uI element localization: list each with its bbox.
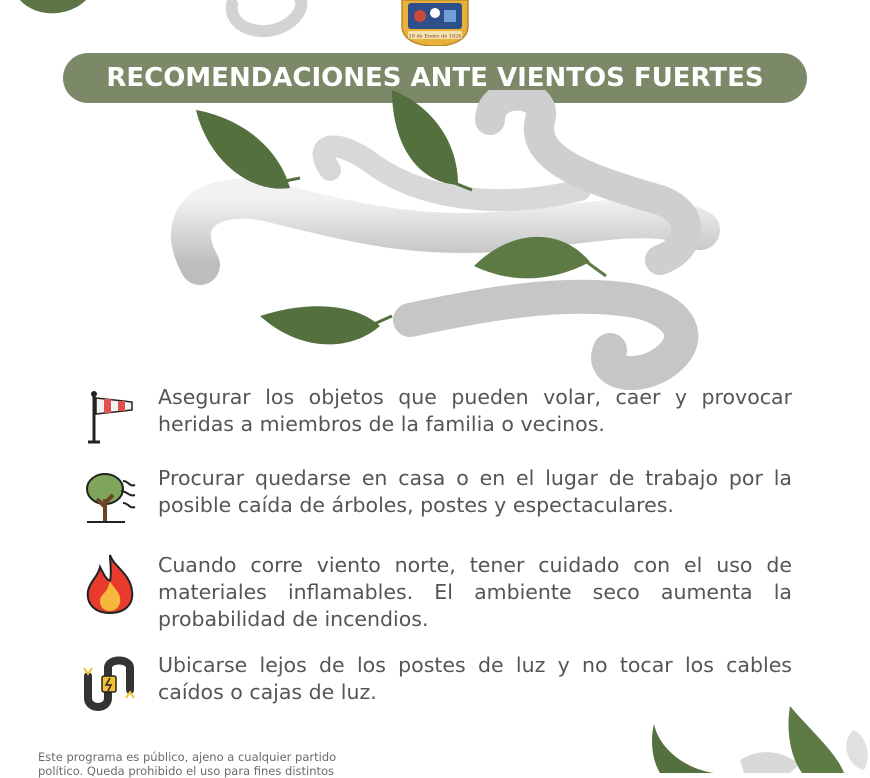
page-title: RECOMENDACIONES ANTE VIENTOS FUERTES bbox=[106, 63, 764, 93]
municipal-crest-icon bbox=[398, 0, 472, 46]
electric-cable-icon bbox=[78, 652, 142, 716]
footer-disclaimer bbox=[38, 750, 398, 778]
recommendation-text: Procurar quedarse en casa o en el lugar de trabajo por la posible caída de árboles, postes y espectaculares. bbox=[158, 466, 792, 517]
recommendation-text: Ubicarse lejos de los postes de luz y no tocar los cables caídos o cajas de luz. bbox=[158, 653, 792, 704]
fire-icon bbox=[78, 552, 142, 616]
footer-line-1: Este programa es público, ajeno a cualquier partido bbox=[38, 750, 337, 764]
corner-swirl-top bbox=[226, 0, 310, 40]
recommendation-text: Asegurar los objetos que pueden volar, caer y provocar heridas a miembros de la familia o vecinos. bbox=[158, 385, 792, 436]
recommendation-text: Cuando corre viento norte, tener cuidado con el uso de materiales inflamables. El ambiente seco aumenta la probabilidad de incendios. bbox=[158, 553, 792, 631]
corner-leaves-bottom-right bbox=[640, 700, 870, 773]
recommendation-item bbox=[78, 465, 794, 529]
footer-line-2: político. Queda prohibido el uso para fines distintos bbox=[38, 764, 335, 778]
crest-date: 29 de Enero de 1826 bbox=[408, 33, 462, 40]
wind-leaves-illustration bbox=[160, 90, 720, 390]
windsock-icon bbox=[78, 384, 142, 448]
falling-tree-icon bbox=[78, 465, 142, 529]
recommendation-item bbox=[78, 384, 794, 448]
recommendation-item bbox=[78, 552, 794, 633]
corner-leaf-top-left bbox=[10, 0, 90, 20]
